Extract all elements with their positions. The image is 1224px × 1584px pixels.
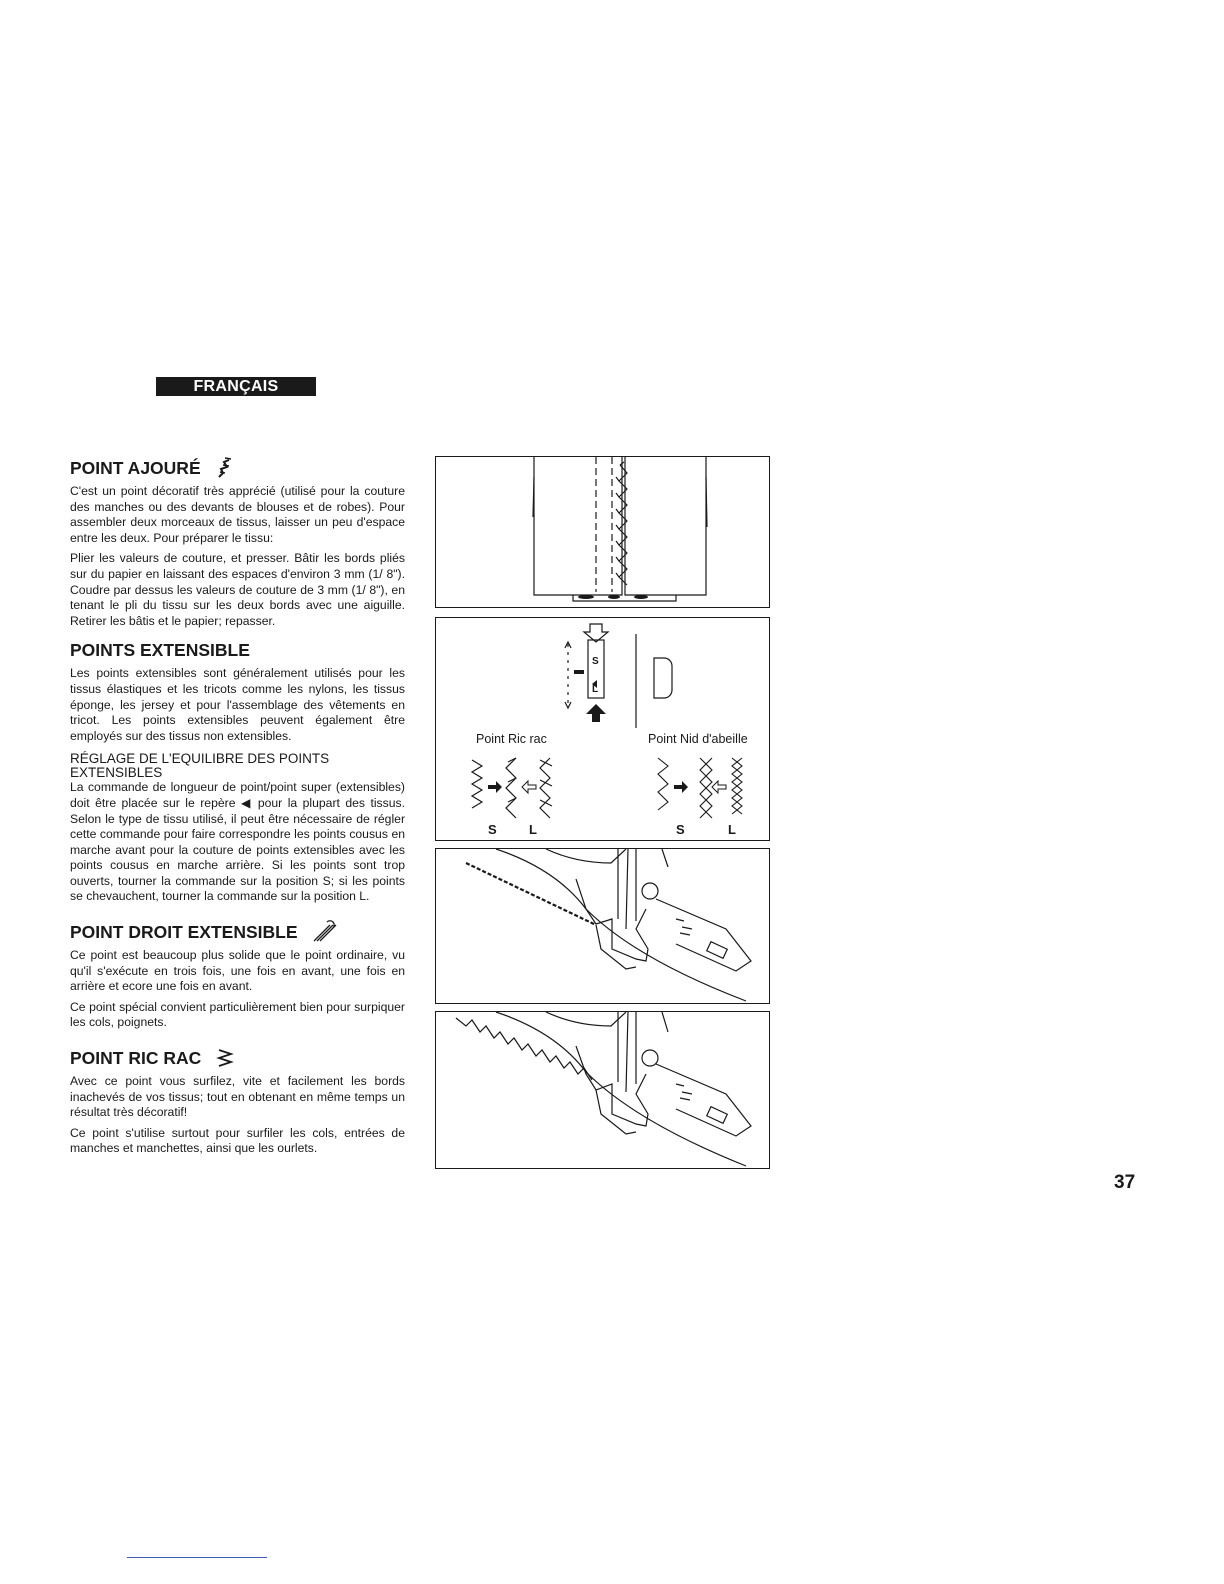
honeycomb-l-label: L xyxy=(728,822,736,837)
droit-paragraph-2: Ce point spécial convient particulièrement bien pour surpiquer les cols, poignets. xyxy=(70,999,405,1030)
section-title-droit xyxy=(70,919,405,943)
ajoure-paragraph-2: Plier les valeurs de couture, et presser. Bâtir les bords pliés sur du papier en laissant des espaces d'environ 3 mm (1/ 8"). Coudre par dessus les valeurs de couture de 3 mm (1/ 8"), en tenant le pli du tissu sur les deux bords avec une aiguille. Retirer les bâtis et le papier; repasser. xyxy=(70,551,405,628)
section-title-extensible xyxy=(70,639,405,661)
caption-nid-abeille: Point Nid d'abeille xyxy=(648,732,748,746)
figure-presser-foot-ricrac xyxy=(435,1011,770,1169)
marker-glyph: ◀ xyxy=(240,795,253,810)
ricrac-l-label: L xyxy=(529,822,537,837)
figure-fagoting xyxy=(435,456,770,608)
ricrac-paragraph-2: Ce point s'utilise surtout pour surfiler les cols, entrées de manches et manchettes, ainsi que les ourlets. xyxy=(70,1125,405,1156)
extensible-paragraph: Les points extensibles sont généralement utilisés pour les tissus élastiques et les tricots comme les nylons, les tissus éponge, les jersey et pour l'assemblage des vêtements en tricot. Les points extensibles peuvent également être employés sur des tissus non extensibles. xyxy=(70,666,405,743)
dial-l-label: L xyxy=(592,684,599,695)
section-title-ajoure xyxy=(70,455,405,479)
page-number: 37 xyxy=(1114,1172,1136,1193)
extensible-setting-paragraph xyxy=(70,780,405,905)
setting-text-a: La commande de longueur de point/point super (extensibles) doit être placée sur le repère xyxy=(70,780,405,810)
title-text: POINT AJOURÉ xyxy=(70,458,201,478)
ric-rac-stitch-icon xyxy=(211,1045,241,1069)
extensible-subheading: RÉGLAGE DE L'EQUILIBRE DES POINTS EXTENSIBLES xyxy=(70,751,330,781)
ricrac-paragraph-1: Avec ce point vous surfilez, vite et facilement les bords inachevés de vos tissus; tout en obtenant en même temps un résultat très décoratif! xyxy=(70,1074,405,1120)
feather-stitch-icon xyxy=(211,455,241,479)
section-title-ricrac xyxy=(70,1045,405,1069)
title-text: POINT DROIT EXTENSIBLE xyxy=(70,922,298,943)
honeycomb-s-label: S xyxy=(676,822,685,837)
caption-ric-rac: Point Ric rac xyxy=(476,732,547,746)
figure-presser-foot-straight xyxy=(435,848,770,1004)
triple-straight-stitch-icon xyxy=(308,919,338,943)
title-text: POINTS EXTENSIBLE xyxy=(70,640,250,661)
setting-text-b: pour la plupart des tissus. Selon le type de tissu utilisé, il peut être nécessaire de régler cette commande pour faire correspondre les points cousus en marche avant pour la couture de points extensibles avec les points cousus en marche arrière. Si les points sont trop ouverts, tourner la commande sur la position S; si les points se chevauchent, tourner la commande sur la position L. xyxy=(70,795,405,904)
title-text: POINT RIC RAC xyxy=(70,1048,202,1069)
ajoure-paragraph-1: C'est un point décoratif très apprécié (utilisé pour la couture des manches ou des devants de blouses et de robes). Pour assembler deux morceaux de tissus, laisser un peu d'espace entre les deux. Pour préparer le tissu: xyxy=(70,484,405,545)
text-column xyxy=(70,455,405,1162)
language-tab: FRANÇAIS xyxy=(156,377,316,396)
droit-paragraph-1: Ce point est beaucoup plus solide que le point ordinaire, vu qu'il s'exécute en trois fois, une fois en avant, une fois en arrière et ecore une fois en avant. xyxy=(70,948,405,994)
figure-stitch-balance xyxy=(435,617,770,841)
footer-rule xyxy=(127,1557,267,1558)
dial-s-label: S xyxy=(592,656,599,667)
ricrac-s-label: S xyxy=(488,822,497,837)
